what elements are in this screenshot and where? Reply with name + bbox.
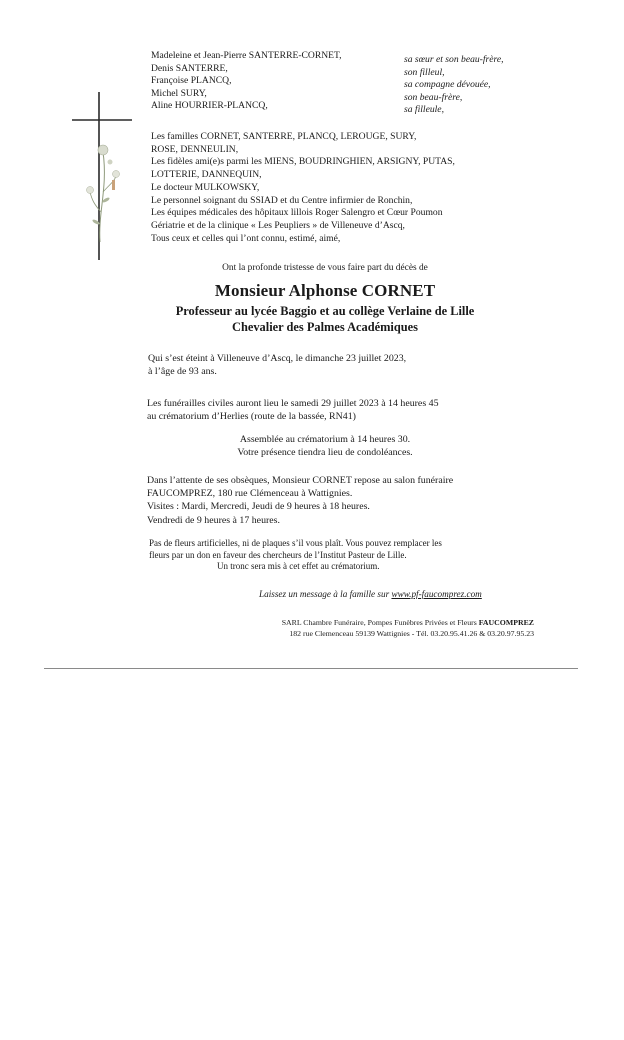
viewing-line: Dans l’attente de ses obsèques, Monsieur CORNET repose au salon funéraire xyxy=(147,475,454,486)
flowers-line: fleurs par un don en faveur des chercheurs de l’Institut Pasteur de Lille. xyxy=(149,549,407,560)
family-line: Gériatrie et de la clinique « Les Peupliers » de Villeneuve d’Ascq, xyxy=(151,219,405,231)
relations-list xyxy=(404,54,504,117)
deceased-honor: Chevalier des Palmes Académiques xyxy=(232,320,418,334)
footer-prefix: SARL Chambre Funéraire, Pompes Funèbres Privées et Fleurs xyxy=(281,618,477,627)
family-line: Les fidèles ami(e)s parmi les MIENS, BOUDRINGHIEN, ARSIGNY, PUTAS, xyxy=(151,156,455,168)
family-line: Les équipes médicales des hôpitaux lillois Roger Salengro et Cœur Poumon xyxy=(151,207,443,219)
funeral-home-link[interactable]: www.pf-faucomprez.com xyxy=(391,589,482,599)
family-line: Le docteur MULKOWSKY, xyxy=(151,181,260,193)
assembly-line: Assemblée au crématorium à 14 heures 30. xyxy=(239,434,411,445)
viewing-line: Vendredi de 9 heures à 17 heures. xyxy=(147,514,280,526)
footer-company xyxy=(200,618,534,629)
flowers-notice xyxy=(149,538,442,573)
cross-with-flower-icon xyxy=(70,92,140,292)
footer-address: 182 rue Clemenceau 59139 Wattignies - Tél. 03.20.95.41.26 & 03.20.97.95.23 xyxy=(289,629,534,638)
viewing-details xyxy=(147,474,453,527)
message-invite xyxy=(259,589,482,599)
death-line: Qui s’est éteint à Villeneuve d’Ascq, le dimanche 23 juillet 2023, xyxy=(148,353,407,364)
families-list xyxy=(151,131,455,245)
funeral-line: Les funérailles civiles auront lieu le samedi 29 juillet 2023 à 14 heures 45 xyxy=(147,398,439,409)
family-line: LOTTERIE, DANNEQUIN, xyxy=(151,169,262,181)
family-line: Les familles CORNET, SANTERRE, PLANCQ, LEROUGE, SURY, xyxy=(151,131,417,142)
bottom-divider xyxy=(44,668,578,669)
footer-company-name: FAUCOMPREZ xyxy=(478,618,534,627)
relative-name: Denis SANTERRE, xyxy=(151,62,228,74)
relation-label: son filleul, xyxy=(404,66,445,78)
relation-label: son beau-frère, xyxy=(404,91,463,103)
viewing-line: FAUCOMPREZ, 180 rue Clémenceau à Wattignies. xyxy=(147,488,353,500)
message-text: Laissez un message à la famille sur xyxy=(259,589,390,599)
family-line: ROSE, DENNEULIN, xyxy=(151,143,239,155)
announcement-text: Ont la profonde tristesse de vous faire part du décès de xyxy=(222,263,428,273)
family-line: Le personnel soignant du SSIAD et du Centre infirmier de Ronchin, xyxy=(151,194,413,206)
assembly-line: Votre présence tiendra lieu de condoléances. xyxy=(237,447,413,459)
relative-name: Madeleine et Jean-Pierre SANTERRE-CORNET, xyxy=(151,50,342,61)
death-details xyxy=(148,352,406,378)
relation-label: sa compagne dévouée, xyxy=(404,79,491,91)
funeral-line: au crématorium d’Herlies (route de la bassée, RN41) xyxy=(147,411,356,423)
family-line: Tous ceux et celles qui l’ont connu, estimé, aimé, xyxy=(151,232,341,244)
assembly-details xyxy=(100,433,550,459)
relative-name: Françoise PLANCQ, xyxy=(151,75,232,87)
relative-name: Aline HOURRIER-PLANCQ, xyxy=(151,100,268,112)
relative-name: Michel SURY, xyxy=(151,87,207,99)
relation-label: sa filleule, xyxy=(404,104,444,116)
flowers-line: Un tronc sera mis à cet effet au crématorium. xyxy=(217,561,380,572)
flowers-line: Pas de fleurs artificielles, ni de plaques s’il vous plaît. Vous pouvez remplacer les xyxy=(149,538,442,548)
relation-label: sa sœur et son beau-frère, xyxy=(404,54,504,65)
deceased-title: Professeur au lycée Baggio et au collège Verlaine de Lille xyxy=(175,304,475,318)
deceased-name: Monsieur Alphonse CORNET xyxy=(214,281,436,300)
relatives-list xyxy=(151,50,342,113)
death-line: à l’âge de 93 ans. xyxy=(148,366,217,378)
viewing-line: Visites : Mardi, Mercredi, Jeudi de 9 heures à 18 heures. xyxy=(147,501,370,513)
funeral-details xyxy=(147,397,439,423)
